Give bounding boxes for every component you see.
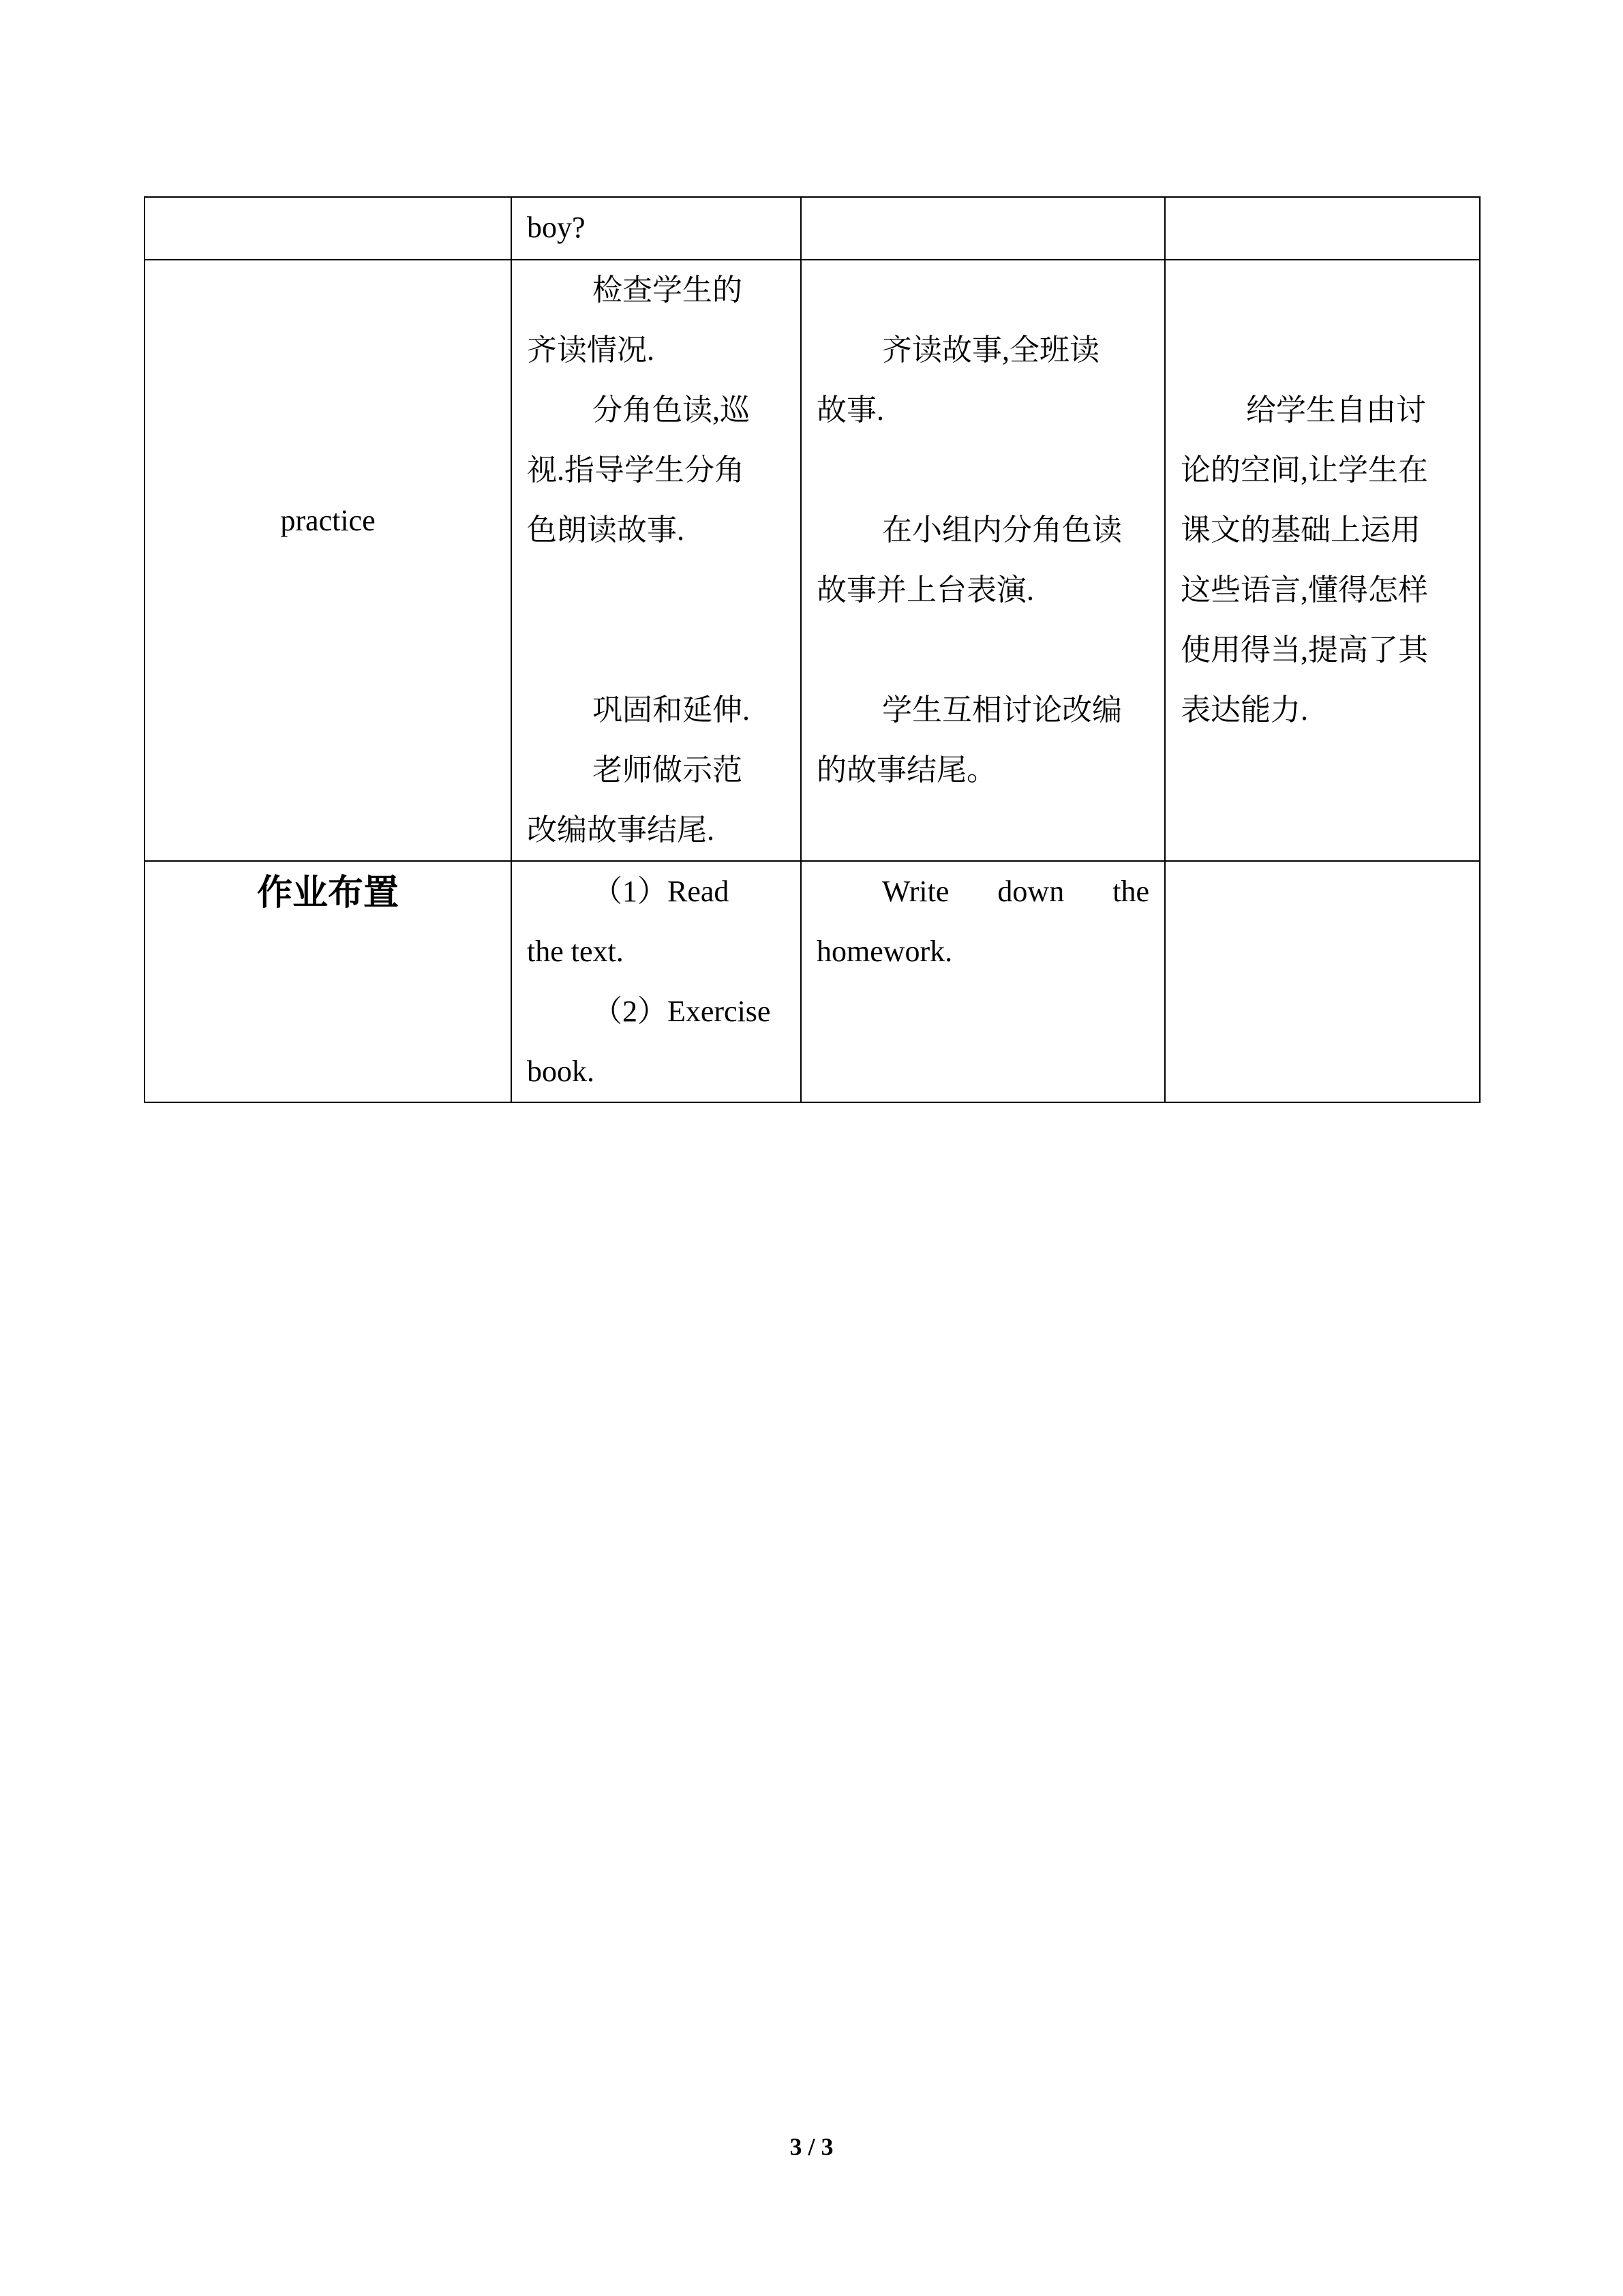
purpose-cell	[1165, 260, 1480, 861]
cell-text: 色朗读故事.	[527, 513, 684, 547]
cell-text: 在小组内分角色读	[882, 513, 1122, 547]
cell-text: 学生互相讨论改编	[882, 693, 1122, 727]
page-number: 3 / 3	[789, 2133, 834, 2160]
cell-text: the text.	[527, 935, 624, 968]
student-activity-cell	[801, 197, 1165, 260]
student-activity-cell	[801, 260, 1165, 861]
word: down	[997, 875, 1065, 908]
stage-cell	[145, 197, 511, 260]
teacher-activity-cell	[511, 197, 801, 260]
cell-text: homework.	[817, 935, 953, 968]
cell-text: 使用得当,提高了其	[1181, 633, 1428, 667]
cell-text: 这些语言,懂得怎样	[1181, 573, 1428, 607]
cell-text: book.	[527, 1055, 594, 1088]
cell-text: 老师做示范	[592, 753, 742, 787]
homework-heading: 作业布置	[256, 873, 399, 913]
cell-text: 表达能力.	[1181, 693, 1308, 727]
teacher-activity-cell	[511, 861, 801, 1102]
cell-text: 检查学生的	[592, 273, 742, 307]
stage-cell	[145, 861, 511, 1102]
cell-text: 故事.	[817, 393, 884, 427]
cell-text: 故事并上台表演.	[817, 573, 1034, 607]
teacher-activity-cell	[511, 260, 801, 861]
word: the	[1112, 875, 1149, 908]
cell-text: 改编故事结尾.	[527, 813, 714, 847]
cell-text: 齐读故事,全班读	[882, 333, 1099, 367]
table-row	[145, 861, 1480, 1102]
lesson-plan-table	[144, 196, 1481, 1103]
purpose-cell	[1165, 197, 1480, 260]
cell-text: （1）Read	[592, 875, 729, 908]
student-activity-cell	[801, 861, 1165, 1102]
cell-text: boy?	[527, 211, 586, 244]
purpose-cell	[1165, 861, 1480, 1102]
cell-text: 齐读情况.	[527, 333, 654, 367]
cell-text: 课文的基础上运用	[1181, 513, 1421, 547]
table-row	[145, 260, 1480, 861]
word: Write	[882, 875, 950, 908]
cell-text: 的故事结尾。	[817, 753, 997, 787]
cell-text: 巩固和延伸.	[592, 693, 750, 727]
cell-text	[817, 862, 1149, 922]
table-row	[145, 197, 1480, 260]
stage-label: practice	[280, 504, 376, 537]
stage-cell	[145, 260, 511, 861]
cell-text: 给学生自由讨	[1246, 393, 1426, 427]
cell-text: 视.指导学生分角	[527, 453, 744, 487]
cell-text: （2）Exercise	[592, 995, 771, 1028]
cell-text: 论的空间,让学生在	[1181, 453, 1428, 487]
cell-text: 分角色读,巡	[592, 393, 750, 427]
